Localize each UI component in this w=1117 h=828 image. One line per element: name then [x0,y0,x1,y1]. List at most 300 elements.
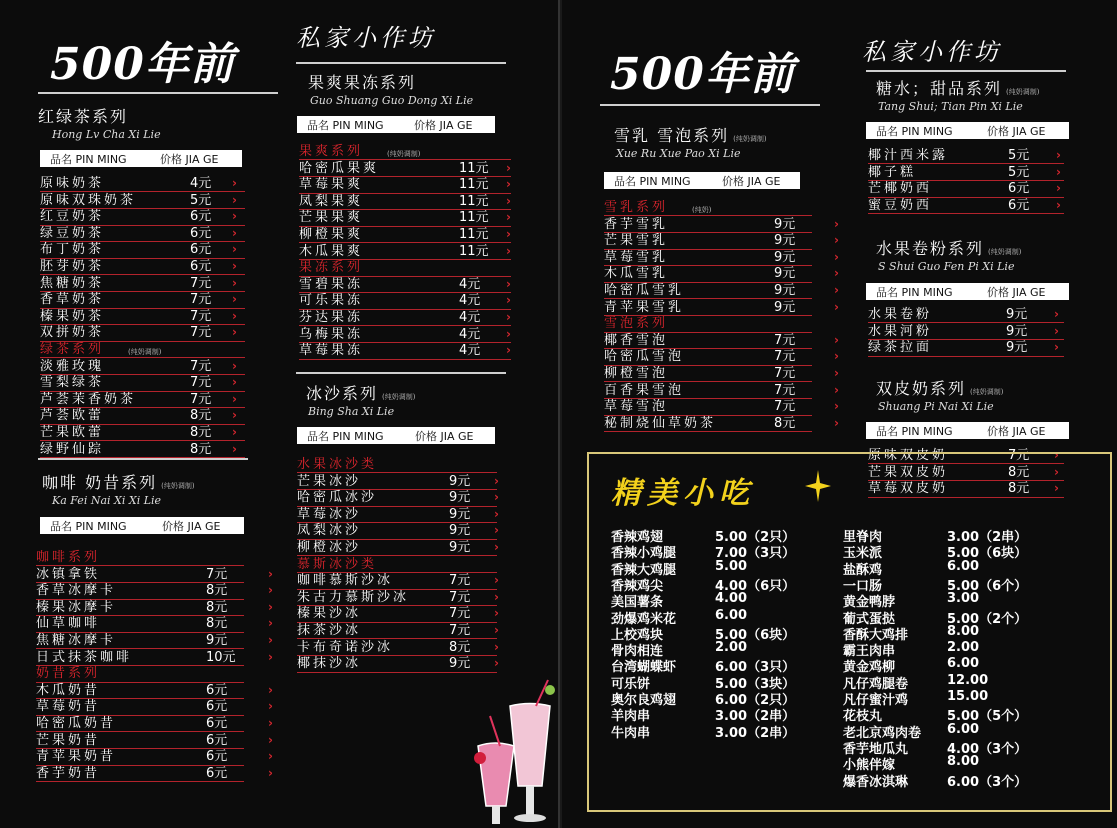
snack-name: 牛肉串 [611,725,651,741]
item-name: 原味双珠奶茶 [40,192,137,208]
menu-item-row [297,507,497,523]
item-name: 芒果奶昔 [36,732,101,748]
menu-item-row [40,242,245,258]
item-name: 芦荟欧蕾 [40,408,105,424]
menu-item-row [40,442,245,458]
bracket-icon: › [506,160,511,175]
menu-item-row [299,194,511,210]
bracket-icon: › [268,716,273,730]
snack-price: 12.00 [947,672,989,688]
snack-price: 5.00（2只） [715,530,796,545]
item-name: 哈密瓜雪泡 [604,349,685,365]
item-name: 椰子糕 [868,164,917,180]
item-price: 9元 [774,216,796,232]
snack-name: 香辣大鸡腿 [611,562,677,578]
item-name: 朱古力慕斯沙冰 [297,589,410,605]
menu-item-row [40,325,245,341]
item-name: 香芋雪乳 [604,216,669,232]
item-price: 4元 [459,276,481,292]
item-price: 7元 [449,606,471,622]
bracket-icon: › [494,506,499,521]
snack-name: 小熊伴嫁 [843,758,896,774]
item-price: 5元 [190,192,212,208]
snack-name: 香辣鸡尖 [611,578,664,594]
bracket-icon: › [232,358,237,373]
section-pinyin: Guo Shuang Guo Dong Xi Lie [310,94,474,107]
item-name: 雪梨绿茶 [40,375,105,391]
item-name: 焦糖冰摩卡 [36,633,117,648]
bracket-icon: › [506,343,511,358]
bracket-icon: › [506,326,511,341]
bracket-icon: › [232,192,237,207]
snack-panel [587,452,1112,812]
section-roll [876,236,1021,273]
bracket-icon: › [506,193,511,208]
item-name: 红豆奶茶 [40,209,105,225]
menu-item-row [36,616,273,632]
bracket-icon: › [506,293,511,308]
menu-item-row [40,226,245,242]
menu-item-row [604,399,839,415]
item-name: 柳橙冰沙 [297,540,362,555]
brand-title: 500年前 [610,49,795,100]
menu-item-row [604,216,839,233]
menu-item-row [36,633,273,649]
section-title: 咖啡 奶昔系列 [42,473,158,492]
menu-item-row [299,343,511,359]
item-price: 4元 [459,326,481,342]
item-price: 11元 [459,227,489,242]
section-title: 雪乳 雪泡系列 [614,126,730,145]
item-price: 6元 [190,209,212,225]
snack-price: 4.00（3个） [947,741,1028,757]
header-name: 品名 PIN MING [876,285,953,299]
menu-item-row [36,749,273,765]
item-price: 8元 [206,599,228,615]
menu-item-row [40,209,245,225]
item-name: 榛果冰摩卡 [36,599,117,615]
section-title: 水果卷粉系列 [876,239,985,258]
item-price: 8元 [190,408,212,424]
snack-name: 香辣鸡翅 [611,530,664,545]
snack-name: 凡仔蜜汁鸡 [843,693,909,708]
menu-item-row [604,382,839,399]
subsection-row [40,342,245,358]
header-price: 价格 JIA GE [415,429,474,443]
item-price: 7元 [190,325,212,341]
item-price: 6元 [206,716,228,731]
header-price: 价格 JIA GE [987,124,1046,138]
brand-title: 500年前 [50,39,235,90]
snack-price: 6.00 [947,721,980,737]
item-name: 草莓果冻 [299,343,364,359]
menu-item-row [868,307,1064,323]
bracket-icon: › [834,415,839,430]
header-name: 品名 PIN MING [307,429,384,443]
item-price: 9元 [449,473,471,489]
item-name: 焦糖奶茶 [40,275,105,291]
menu-item-row [36,599,273,616]
bracket-icon: › [232,325,237,340]
menu-item-row [868,324,1064,340]
item-price: 6元 [1008,181,1030,197]
menu-item-row [297,640,497,656]
subsection-row [36,550,244,566]
item-name: 仙草咖啡 [36,616,101,632]
item-name: 淡雅玫瑰 [40,358,105,374]
item-name: 榛果奶茶 [40,308,105,324]
item-name: 水果卷粉 [868,307,933,322]
snack-name: 上校鸡块 [611,627,664,643]
item-name: 芒果欧蕾 [40,425,105,440]
bracket-icon: › [834,283,839,297]
section-note: (纯奶调制) [970,388,1004,396]
bracket-icon: › [268,682,273,697]
column-header [866,283,1069,300]
item-name: 芒果冰沙 [297,473,362,489]
snack-price: 6.00（3只） [715,660,796,676]
menu-item-row [299,161,511,177]
item-price: 8元 [1008,464,1030,480]
item-name: 抹茶沙冰 [297,623,362,638]
header-price: 价格 JIA GE [987,424,1046,438]
snack-name: 劲爆鸡米花 [611,611,677,627]
bracket-icon: › [506,227,511,241]
item-name: 芦荟茉香奶茶 [40,391,137,407]
snack-price: 5.00（5个） [947,709,1028,725]
snack-name: 凡仔鸡腿卷 [843,676,909,692]
menu-item-row [299,293,511,309]
snack-price: 6.00（3个） [947,774,1028,790]
bracket-icon: › [268,732,273,747]
snack-price: 4.00 [715,591,748,607]
bracket-icon: › [506,177,511,192]
item-price: 7元 [774,349,796,365]
menu-item-row [297,573,497,589]
subsection-label: 果冻系列 [299,260,364,276]
subsection-row [297,457,497,473]
item-name: 乌梅果冻 [299,326,364,342]
bracket-icon: › [232,441,237,456]
snack-name: 盐酥鸡 [843,562,883,578]
section-pinyin: Shuang Pi Nai Xi Lie [878,400,994,413]
menu-item-row [40,193,245,209]
section-title: 糖水；甜品系列 [876,79,1003,98]
header-price: 价格 JIA GE [722,174,781,188]
header-name: 品名 PIN MING [50,152,127,166]
item-name: 冰镇拿铁 [36,566,101,582]
bracket-icon: › [1054,307,1059,321]
item-price: 9元 [449,540,471,555]
item-price: 11元 [459,177,489,193]
bracket-icon: › [494,523,499,538]
bracket-icon: › [834,399,839,414]
item-price: 9元 [449,490,471,506]
subsection-row [604,316,812,332]
bracket-icon: › [268,616,273,631]
menu-item-row [604,266,839,282]
item-price: 4元 [190,176,212,191]
snack-price: 5.00（2个） [947,611,1028,627]
item-name: 草莓双皮奶 [868,481,949,497]
item-price: 7元 [190,308,212,324]
item-price: 8元 [1008,481,1030,497]
menu-item-row [297,656,497,672]
subsection-label: 慕斯冰沙类 [297,556,378,572]
item-price: 6元 [206,749,228,765]
subsection-row [299,144,511,160]
bracket-icon: › [1056,164,1061,179]
bracket-icon: › [494,473,499,488]
bracket-icon: › [494,639,499,654]
subsection-label: 咖啡系列 [36,550,101,565]
section-rule [296,372,506,374]
menu-item-row [299,210,511,226]
column-header [866,122,1069,139]
item-price: 6元 [1008,197,1030,213]
menu-item-row [297,523,497,539]
menu-item-row [36,566,273,583]
snack-price: 5.00（6个） [947,578,1028,594]
item-price: 9元 [1006,323,1028,339]
menu-item-row [40,309,245,325]
bracket-icon: › [268,749,273,764]
snack-name: 黄金鸭脖 [843,595,896,611]
bracket-icon: › [506,243,511,258]
item-price: 8元 [774,415,796,431]
bracket-icon: › [506,210,511,225]
shop-name: 私家小作坊 [862,38,1002,66]
header-price: 价格 JIA GE [987,285,1046,299]
section-tea [38,104,161,141]
item-price: 7元 [774,332,796,348]
item-name: 凤梨冰沙 [297,523,362,539]
column-header [40,517,244,534]
snack-price: 2.00 [947,640,980,656]
item-price: 7元 [774,382,796,398]
snack-name: 里脊肉 [843,530,883,545]
item-name: 凤梨果爽 [299,193,364,209]
snack-price: 6.00 [947,558,980,574]
item-price: 6元 [206,682,228,698]
item-name: 哈密瓜果爽 [299,160,380,176]
item-name: 卡布奇诺沙冰 [297,639,394,655]
bracket-icon: › [268,583,273,598]
bracket-icon: › [1056,181,1061,196]
item-price: 9元 [1006,340,1028,356]
bracket-icon: › [494,656,499,671]
item-name: 香草冰摩卡 [36,583,117,599]
bracket-icon: › [268,649,273,664]
menu-item-row [868,198,1064,214]
bracket-icon: › [1054,464,1059,479]
subsection-label: 水果冰沙类 [297,457,378,472]
snack-price: 5.00（6块） [947,546,1028,562]
item-price: 7元 [190,292,212,308]
bracket-icon: › [232,275,237,290]
snack-price: 5.00（6块） [715,627,796,643]
item-name: 可乐果冻 [299,293,364,309]
subsection-note: (纯奶调制) [128,348,162,356]
snack-name: 香辣小鸡腿 [611,546,677,562]
item-price: 6元 [190,259,212,274]
title-rule [38,92,278,94]
menu-item-row [40,276,245,292]
menu-item-row [40,375,245,391]
section-pinyin: Tang Shui; Tian Pin Xi Lie [878,100,1023,113]
bracket-icon: › [232,408,237,423]
menu-item-row [36,699,273,715]
item-price: 9元 [206,633,228,648]
item-price: 9元 [1006,307,1028,322]
menu-item-row [36,649,273,666]
bracket-icon: › [494,540,499,554]
item-name: 香草奶茶 [40,292,105,308]
item-price: 6元 [190,225,212,241]
bracket-icon: › [232,209,237,224]
bracket-icon: › [232,425,237,439]
item-price: 6元 [206,732,228,748]
item-name: 榛果沙冰 [297,606,362,622]
subsection-row [299,260,511,276]
snack-price: 15.00 [947,689,989,704]
snack-name: 台湾蝴蝶虾 [611,660,677,676]
item-price: 9元 [774,233,796,249]
bracket-icon: › [494,606,499,621]
snack-price: 6.00（2只） [715,693,796,708]
snack-name: 爆香冰淇琳 [843,774,909,790]
item-name: 绿豆奶茶 [40,225,105,241]
item-name: 哈密瓜雪乳 [604,283,685,298]
section-sweet [876,76,1039,113]
bracket-icon: › [232,259,237,273]
item-price: 7元 [190,391,212,407]
item-name: 芒果雪乳 [604,233,669,249]
bracket-icon: › [268,633,273,647]
bracket-icon: › [506,310,511,324]
bracket-icon: › [1054,340,1059,355]
menu-item-row [868,148,1064,164]
item-price: 6元 [190,242,212,258]
item-name: 木瓜果爽 [299,243,364,259]
snack-price: 3.00（2串） [715,709,796,725]
snack-name: 玉米派 [843,546,883,562]
bracket-icon: › [834,233,839,248]
item-name: 草莓雪乳 [604,249,669,265]
item-name: 椰香雪泡 [604,332,669,348]
bracket-icon: › [268,566,273,581]
menu-item-row [299,277,511,293]
menu-item-row [40,292,245,308]
snack-name: 一口肠 [843,578,883,594]
section-note: (纯奶调制) [382,393,416,401]
subsection-label: 奶昔系列 [36,666,101,682]
snack-name: 骨肉相连 [611,644,664,660]
item-price: 7元 [190,275,212,291]
menu-item-row [297,490,497,506]
item-name: 绿茶拉面 [868,340,933,356]
item-name: 草莓果爽 [299,177,364,193]
item-name: 椰抹沙冰 [297,656,362,672]
section-note: (纯奶调制) [988,248,1022,256]
item-name: 柳橙果爽 [299,227,364,242]
subsection-label: 果爽系列 [299,144,364,159]
snack-price: 2.00 [715,640,748,656]
bracket-icon: › [506,276,511,291]
bracket-icon: › [232,375,237,390]
menu-item-row [604,299,839,316]
item-name: 芒果果爽 [299,210,364,226]
item-price: 7元 [774,399,796,415]
item-price: 8元 [449,639,471,655]
section-title: 冰沙系列 [306,384,379,403]
item-name: 咖啡慕斯沙冰 [297,573,394,589]
bracket-icon: › [494,623,499,637]
snack-name: 老北京鸡肉卷 [843,725,922,741]
item-price: 7元 [449,589,471,605]
drink-glasses-illustration [470,676,560,826]
menu-page-right [562,0,1117,828]
item-name: 原味奶茶 [40,176,105,191]
subsection-note: (纯奶) [692,206,712,214]
item-name: 青苹果奶昔 [36,749,117,765]
item-price: 11元 [459,193,489,209]
snack-name: 香酥大鸡排 [843,627,909,643]
item-price: 7元 [206,566,228,582]
bracket-icon: › [232,292,237,307]
item-price: 9元 [774,299,796,315]
bracket-icon: › [1054,481,1059,496]
snack-name: 花枝丸 [843,709,883,725]
item-price: 8元 [206,616,228,632]
menu-item-row [604,249,839,266]
menu-item-row [604,332,839,349]
item-name: 哈密瓜冰沙 [297,490,378,506]
section-pinyin: Hong Lv Cha Xi Lie [52,128,161,141]
menu-item-row [299,327,511,343]
item-price: 6元 [206,699,228,715]
snack-name: 黄金鸡柳 [843,660,896,676]
subsection-row [604,200,812,216]
menu-item-row [299,244,511,260]
item-name: 布丁奶茶 [40,242,105,258]
snack-price: 3.00（2串） [715,725,796,741]
menu-item-row [868,340,1064,356]
menu-item-row [299,177,511,193]
bracket-icon: › [232,225,237,240]
item-price: 8元 [190,441,212,457]
header-name: 品名 PIN MING [50,519,127,533]
menu-item-row [297,606,497,622]
item-price: 11元 [459,160,489,176]
bracket-icon: › [1054,323,1059,338]
snack-name: 美国薯条 [611,595,664,611]
item-price: 9元 [449,656,471,672]
menu-item-row [299,310,511,326]
item-name: 哈密瓜奶昔 [36,716,117,731]
bracket-icon: › [1054,448,1059,462]
subsection-label: 雪泡系列 [604,316,669,332]
item-price: 9元 [449,506,471,522]
menu-item-row [40,176,245,192]
item-name: 香芋奶昔 [36,765,101,781]
item-name: 青苹果雪乳 [604,299,685,315]
menu-item-row [604,283,839,299]
item-name: 草莓雪泡 [604,399,669,415]
menu-item-row [36,732,273,749]
subsection-row [36,666,244,682]
column-header [297,116,495,133]
